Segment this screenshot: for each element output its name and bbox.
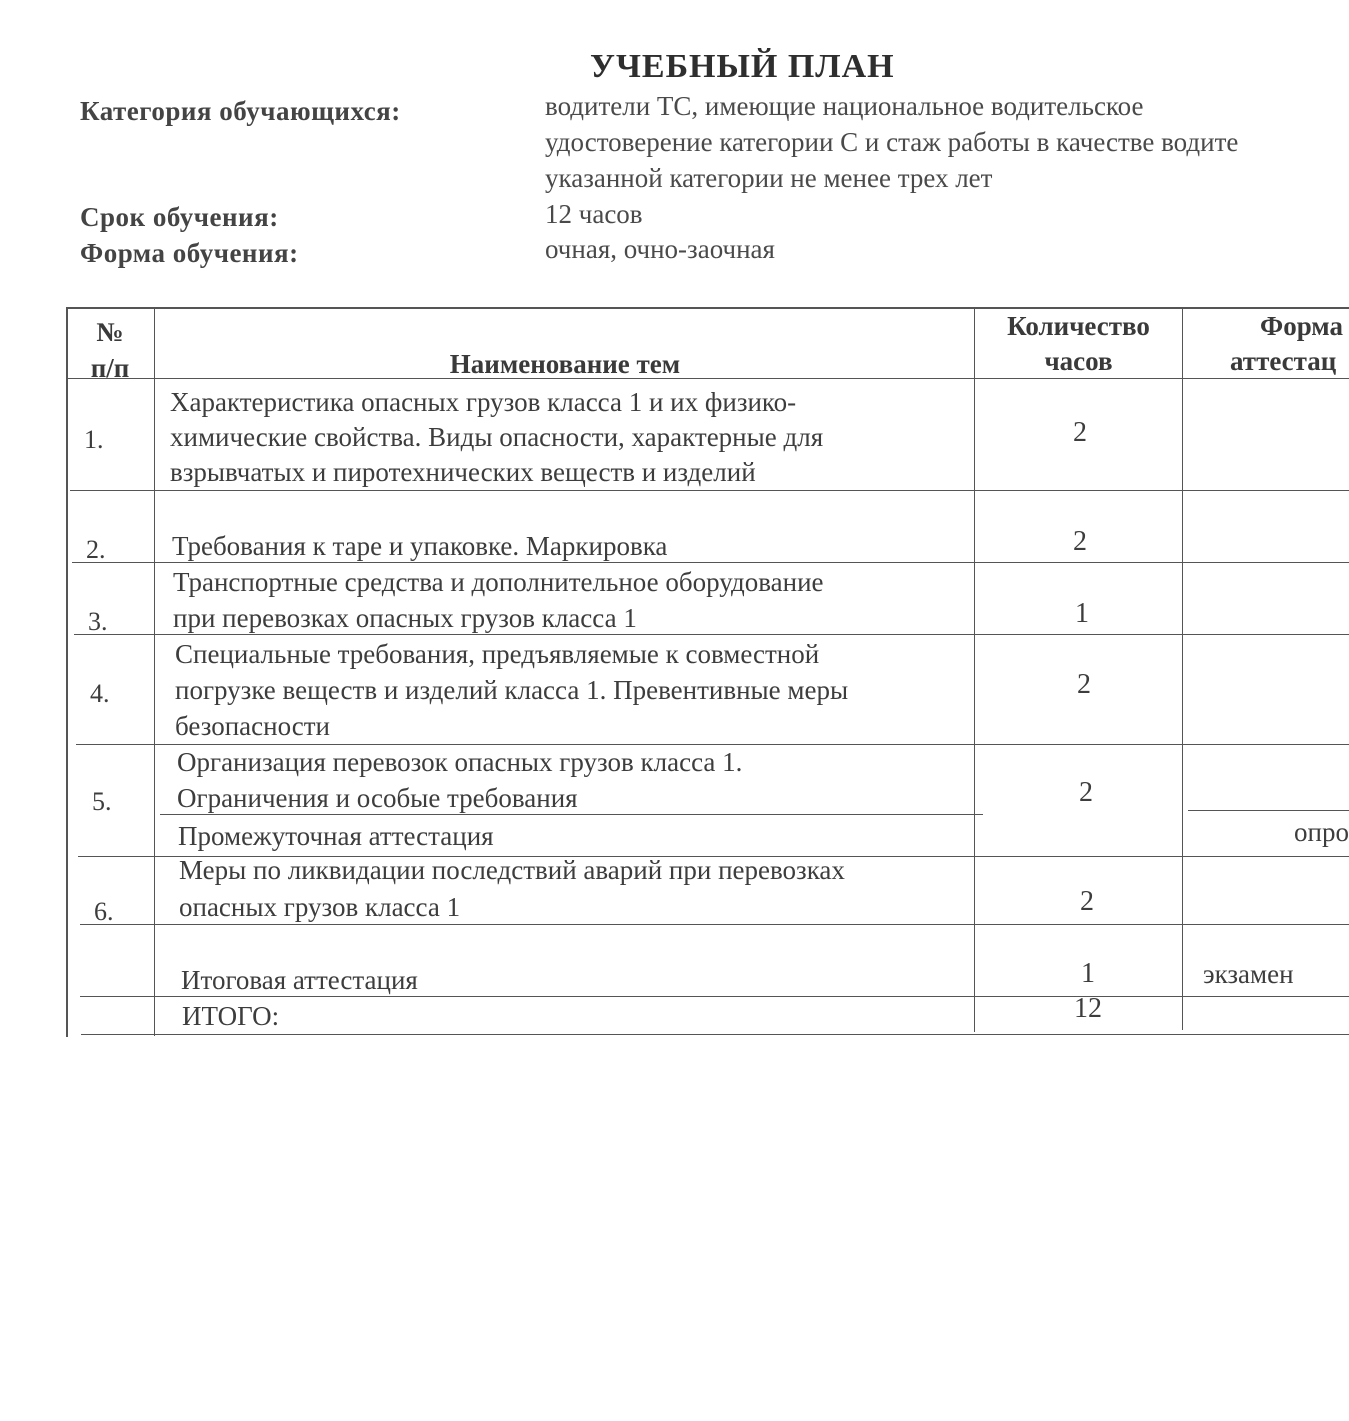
category-line: указанной категории не менее трех лет bbox=[545, 163, 993, 193]
table-rule bbox=[1188, 810, 1349, 811]
page-title: УЧЕБНЫЙ ПЛАН bbox=[590, 48, 895, 85]
row-form: опро bbox=[1294, 817, 1349, 847]
header-num-line2: п/п bbox=[90, 353, 130, 383]
row-topic-line: Промежуточная аттестация bbox=[178, 821, 494, 851]
row-topic-line: погрузке веществ и изделий класса 1. Превентивные меры bbox=[175, 675, 849, 705]
row-topic-line: Ограничения и особые требования bbox=[177, 783, 578, 813]
row-topic-line: Меры по ликвидации последствий аварий при перевозках bbox=[179, 855, 845, 885]
header-hours-line2: часов bbox=[1044, 346, 1113, 376]
table-rule bbox=[81, 1034, 1349, 1035]
category-label: Категория обучающихся: bbox=[80, 96, 401, 126]
row-topic-line: Организация перевозок опасных грузов класса 1. bbox=[177, 747, 743, 777]
total-label: ИТОГО: bbox=[182, 1001, 280, 1031]
total-hours: 12 bbox=[1074, 993, 1102, 1024]
category-line: удостоверение категории С и стаж работы в качестве водите bbox=[545, 127, 1239, 157]
row-topic-line: химические свойства. Виды опасности, характерные для bbox=[170, 422, 824, 452]
row-topic-line: Итоговая аттестация bbox=[181, 965, 418, 995]
row-topic-line: Требования к таре и упаковке. Маркировка bbox=[172, 531, 668, 561]
form-label: Форма обучения: bbox=[80, 238, 299, 268]
table-rule bbox=[154, 307, 155, 1036]
header-hours-line1: Количество bbox=[1007, 311, 1150, 341]
row-topic-line: Специальные требования, предъявляемые к совместной bbox=[175, 639, 820, 669]
row-number: 1. bbox=[84, 425, 104, 454]
form-value: очная, очно-заочная bbox=[545, 234, 775, 264]
header-form-line1: Форма bbox=[1260, 311, 1344, 341]
row-number: 5. bbox=[92, 787, 112, 816]
row-topic-line: безопасности bbox=[175, 711, 330, 741]
row-hours: 2 bbox=[1073, 526, 1087, 557]
header-form-line2: аттестац bbox=[1230, 346, 1337, 376]
row-hours: 1 bbox=[1081, 958, 1095, 989]
category-value bbox=[545, 88, 1238, 196]
row-number: 2. bbox=[86, 535, 106, 564]
header-num-line1: № bbox=[96, 317, 124, 347]
row-topic-line: опасных грузов класса 1 bbox=[179, 892, 461, 922]
row-hours: 2 bbox=[1077, 669, 1091, 700]
row-hours: 2 bbox=[1073, 417, 1087, 448]
duration-value: 12 часов bbox=[545, 199, 643, 229]
table-rule bbox=[70, 490, 1349, 491]
row-form: экзамен bbox=[1203, 959, 1294, 989]
row-number: 4. bbox=[90, 679, 110, 708]
row-topic-line: взрывчатых и пиротехнических веществ и изделий bbox=[170, 457, 756, 487]
row-topic-line: Транспортные средства и дополнительное оборудование bbox=[173, 567, 824, 597]
table-rule bbox=[1182, 307, 1183, 1030]
table-rule bbox=[66, 307, 68, 1037]
row-hours: 2 bbox=[1079, 777, 1093, 808]
row-number: 6. bbox=[94, 897, 114, 926]
table-rule bbox=[974, 307, 975, 1032]
row-topic-line: при перевозках опасных грузов класса 1 bbox=[173, 603, 637, 633]
row-hours: 1 bbox=[1075, 598, 1089, 629]
category-line: водители ТС, имеющие национальное водительское bbox=[545, 91, 1144, 121]
row-topic-line: Характеристика опасных грузов класса 1 и их физико- bbox=[170, 387, 797, 417]
header-name: Наименование тем bbox=[449, 349, 681, 379]
row-number: 3. bbox=[88, 607, 108, 636]
row-hours: 2 bbox=[1080, 886, 1094, 917]
duration-label: Срок обучения: bbox=[80, 202, 279, 232]
